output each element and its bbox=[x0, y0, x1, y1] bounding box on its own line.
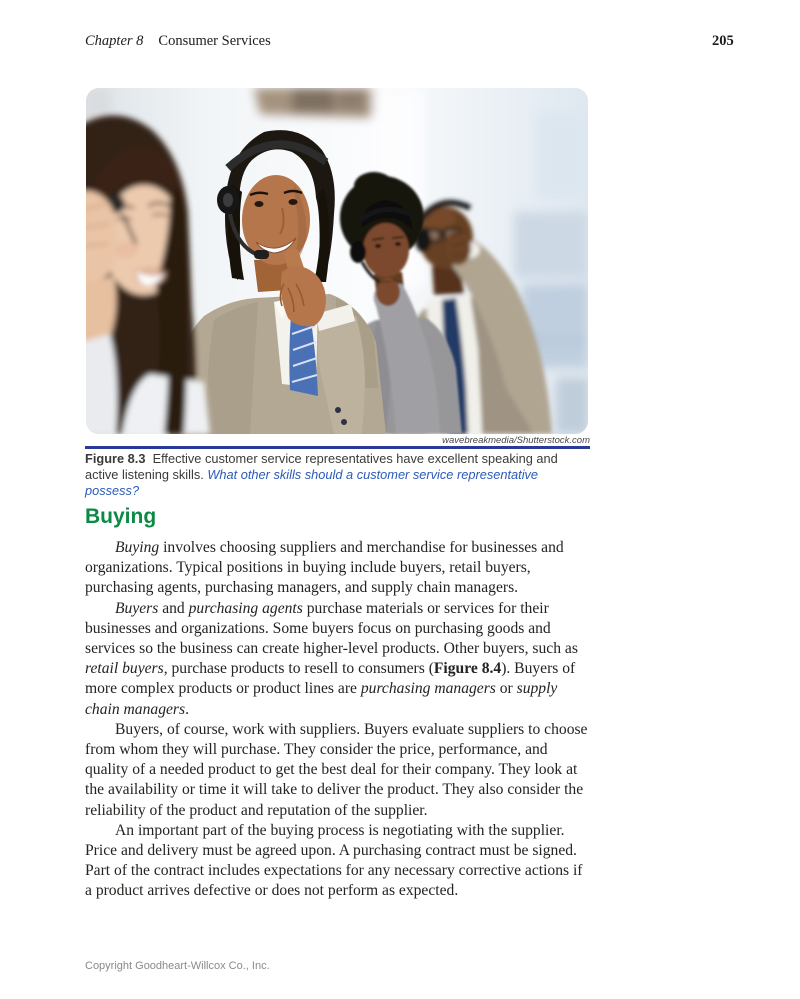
chapter-title: Consumer Services bbox=[158, 33, 271, 49]
chapter-label: Chapter 8 bbox=[85, 33, 144, 49]
call-center-photo-illustration bbox=[86, 88, 588, 434]
running-header bbox=[85, 33, 271, 50]
caption-rule bbox=[85, 446, 590, 449]
photo-credit: wavebreakmedia/Shutterstock.com bbox=[442, 435, 590, 446]
paragraph-2: Buyers and purchasing agents purchase materials or services for their businesses and organizations. Some buyers focus on purchasing goods and services so the business can create higher-level products. Other buyers, such as retail buyers, purchase products to resell to consumers (Figure 8.4). Buyers of more complex products or product lines are purchasing managers or supply chain managers. bbox=[85, 599, 578, 718]
body-text bbox=[85, 538, 589, 902]
figure-photo bbox=[86, 88, 588, 434]
copyright-footer: Copyright Goodheart-Willcox Co., Inc. bbox=[85, 960, 270, 972]
paragraph-1: Buying involves choosing suppliers and merchandise for businesses and organizations. Typical positions in buying include buyers, retail buyers, purchasing agents, purchasing managers, and supply chain managers. bbox=[85, 539, 564, 597]
section-heading-buying: Buying bbox=[85, 505, 157, 528]
page-number: 205 bbox=[712, 33, 734, 49]
figure-caption: Figure 8.3 Effective customer service representatives have excellent speaking and active listening skills. What other skills should a customer service representative possess? bbox=[85, 451, 558, 499]
paragraph-4: An important part of the buying process is negotiating with the supplier. Price and delivery must be agreed upon. A purchasing contract must be signed. Part of the contract includes expectations for any necessary corrective actions if a product arrives defective or does not perform as expected. bbox=[85, 821, 583, 900]
paragraph-3: Buyers, of course, work with suppliers. Buyers evaluate suppliers to choose from whom they will purchase. They consider the price, performance, and quality of a needed product to get the best deal for their company. They look at the availability or time it will take to deliver the product. They also consider the reliability of the product and reputation of the supplier. bbox=[85, 720, 588, 819]
